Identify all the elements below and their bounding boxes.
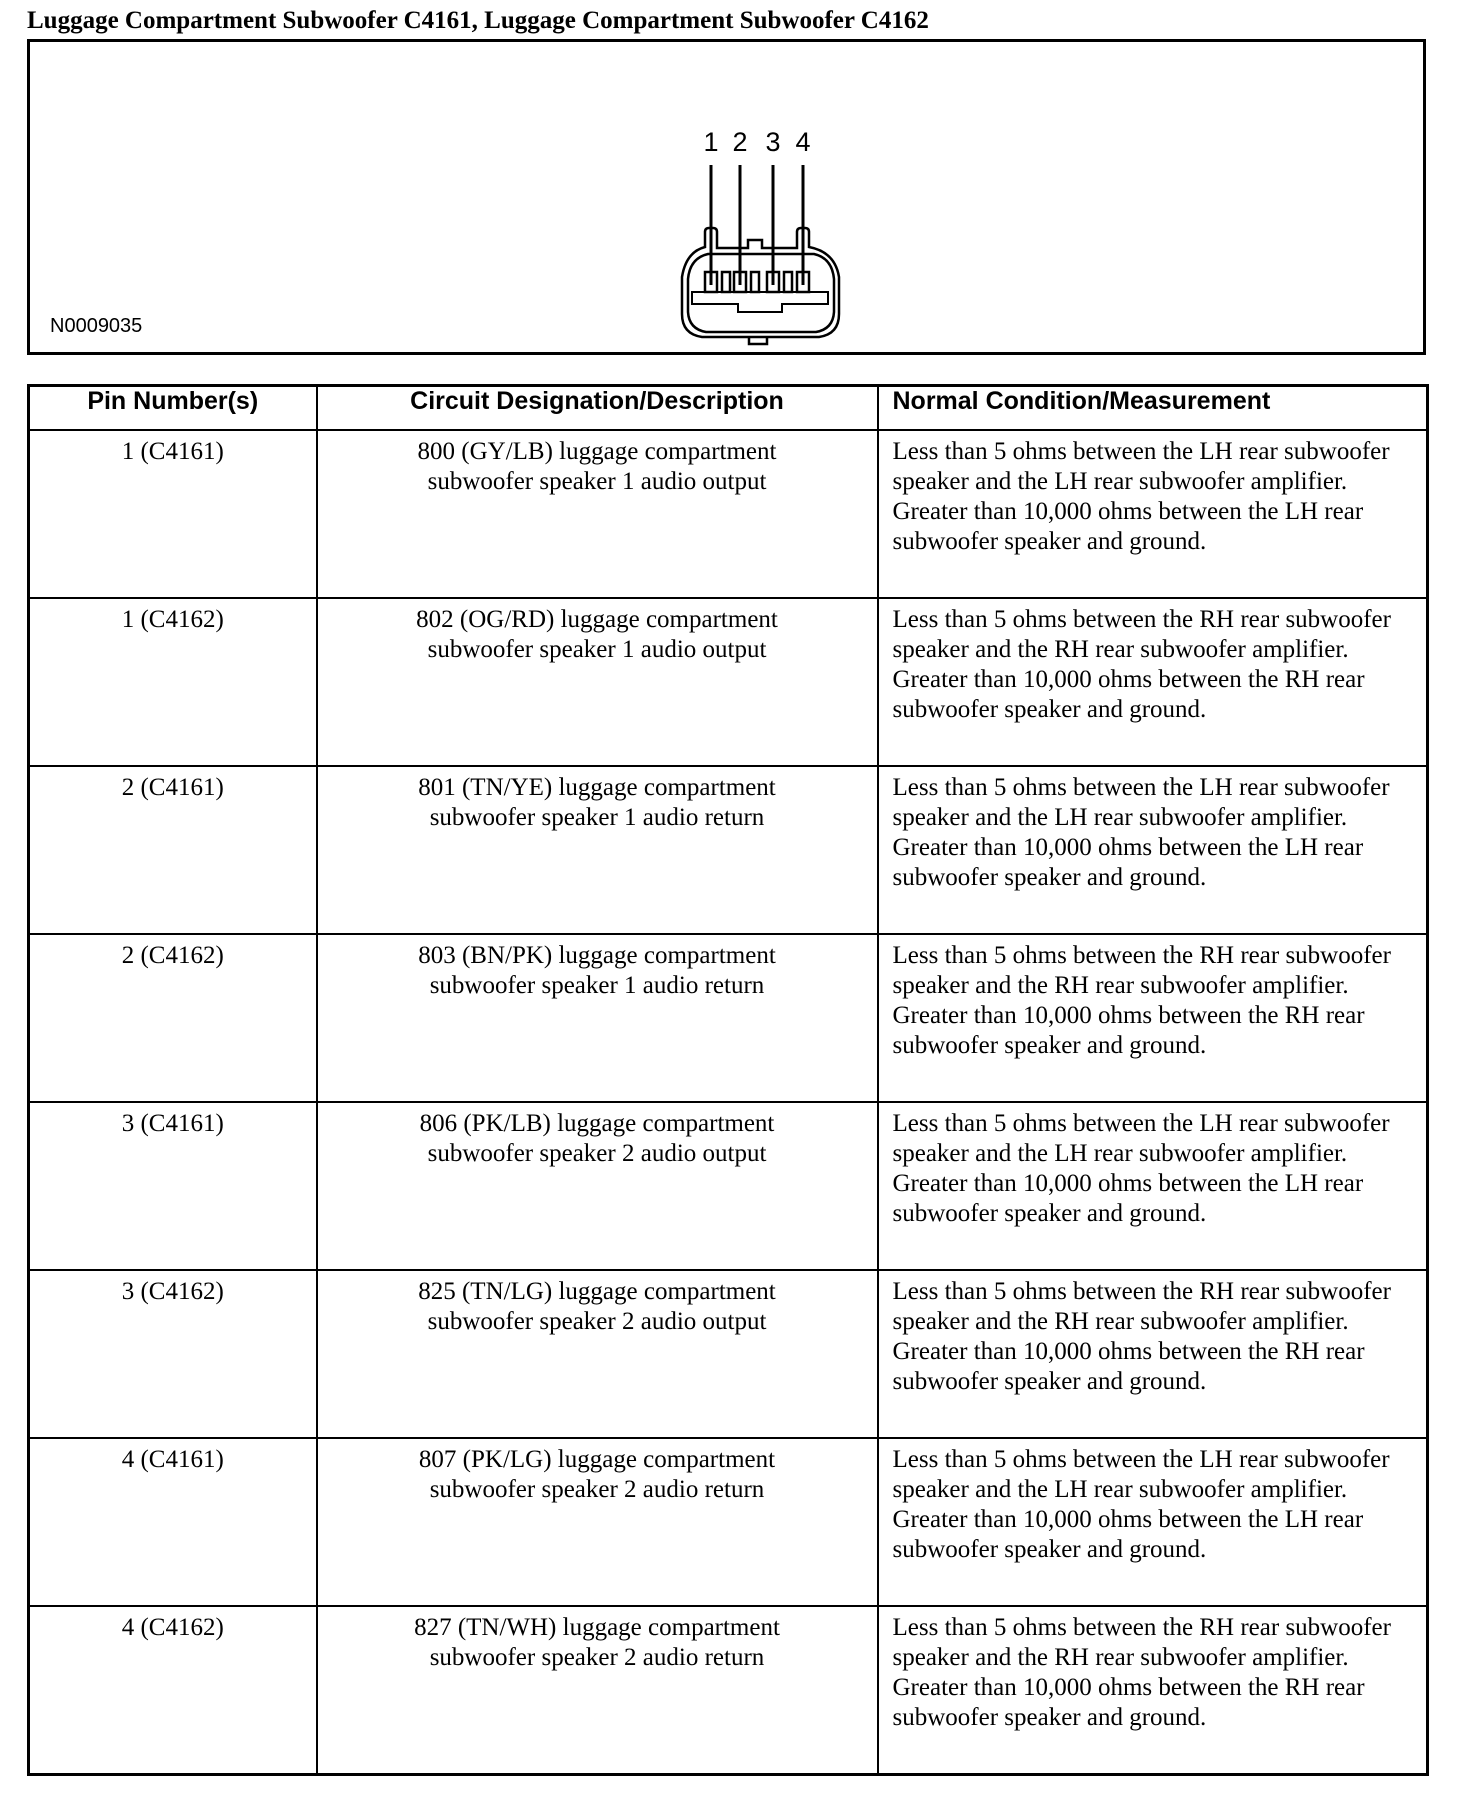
circuit-line: subwoofer speaker 1 audio return [429, 972, 765, 999]
document-title: Luggage Compartment Subwoofer C4161, Luggage Compartment Subwoofer C4162 [27, 7, 929, 34]
circuit-line: 827 (TN/WH) luggage compartment [414, 1614, 780, 1641]
circuit-cell [317, 598, 878, 766]
circuit-line: 801 (TN/YE) luggage compartment [418, 774, 776, 801]
circuit-cell [317, 766, 878, 934]
circuit-line: subwoofer speaker 1 audio return [429, 804, 765, 831]
pin-label-1: 1 [703, 127, 719, 157]
connector-housing [682, 228, 839, 344]
condition-cell: Less than 5 ohms between the RH rear subwoofer speaker and the RH rear subwoofer amplifier. Greater than 10,000 ohms between the RH rear subwoofer speaker and ground. [878, 1270, 1428, 1438]
table-header-row [29, 386, 1428, 431]
circuit-line: 800 (GY/LB) luggage compartment [417, 438, 777, 465]
connector-figure [27, 39, 1426, 355]
circuit-line: subwoofer speaker 2 audio return [429, 1476, 765, 1503]
pin-cell: 3 (C4161) [29, 1102, 317, 1270]
circuit-cell [317, 1438, 878, 1606]
circuit-line: subwoofer speaker 2 audio output [427, 1308, 767, 1335]
circuit-line: 802 (OG/RD) luggage compartment [416, 606, 778, 633]
condition-cell: Less than 5 ohms between the RH rear subwoofer speaker and the RH rear subwoofer amplifier. Greater than 10,000 ohms between the RH rear subwoofer speaker and ground. [878, 1606, 1428, 1775]
circuit-cell [317, 934, 878, 1102]
table-row [29, 1606, 1428, 1775]
pin-label-4: 4 [795, 127, 811, 157]
circuit-cell [317, 430, 878, 598]
header-condition: Normal Condition/Measurement [878, 386, 1428, 431]
circuit-cell [317, 1270, 878, 1438]
pin-label-3: 3 [765, 127, 781, 157]
table-row [29, 1438, 1428, 1606]
pin-cell: 2 (C4162) [29, 934, 317, 1102]
pin-table [27, 384, 1429, 1776]
table-row [29, 598, 1428, 766]
circuit-line: 825 (TN/LG) luggage compartment [418, 1278, 776, 1305]
header-circuit: Circuit Designation/Description [317, 386, 878, 431]
pin-cell: 4 (C4162) [29, 1606, 317, 1775]
condition-cell: Less than 5 ohms between the RH rear subwoofer speaker and the RH rear subwoofer amplifier. Greater than 10,000 ohms between the RH rear subwoofer speaker and ground. [878, 934, 1428, 1102]
circuit-line: subwoofer speaker 2 audio output [427, 1140, 767, 1167]
figure-id: N0009035 [50, 315, 143, 337]
condition-cell: Less than 5 ohms between the LH rear subwoofer speaker and the LH rear subwoofer amplifier. Greater than 10,000 ohms between the LH rear subwoofer speaker and ground. [878, 430, 1428, 598]
table-row [29, 766, 1428, 934]
pin-cell: 4 (C4161) [29, 1438, 317, 1606]
condition-cell: Less than 5 ohms between the LH rear subwoofer speaker and the LH rear subwoofer amplifier. Greater than 10,000 ohms between the LH rear subwoofer speaker and ground. [878, 1102, 1428, 1270]
header-pin: Pin Number(s) [29, 386, 317, 431]
leader-lines [711, 165, 803, 285]
condition-cell: Less than 5 ohms between the LH rear subwoofer speaker and the LH rear subwoofer amplifier. Greater than 10,000 ohms between the LH rear subwoofer speaker and ground. [878, 1438, 1428, 1606]
table-row [29, 934, 1428, 1102]
condition-cell: Less than 5 ohms between the LH rear subwoofer speaker and the LH rear subwoofer amplifier. Greater than 10,000 ohms between the LH rear subwoofer speaker and ground. [878, 766, 1428, 934]
circuit-cell [317, 1606, 878, 1775]
circuit-line: 807 (PK/LG) luggage compartment [418, 1446, 776, 1473]
circuit-cell [317, 1102, 878, 1270]
pin-cell: 2 (C4161) [29, 766, 317, 934]
condition-cell: Less than 5 ohms between the RH rear subwoofer speaker and the RH rear subwoofer amplifier. Greater than 10,000 ohms between the RH rear subwoofer speaker and ground. [878, 598, 1428, 766]
circuit-line: subwoofer speaker 1 audio output [427, 468, 767, 495]
pin-cell: 1 (C4162) [29, 598, 317, 766]
pin-cell: 1 (C4161) [29, 430, 317, 598]
pin-cell: 3 (C4162) [29, 1270, 317, 1438]
table-row [29, 1270, 1428, 1438]
circuit-line: 806 (PK/LB) luggage compartment [419, 1110, 775, 1137]
pin-label-2: 2 [732, 127, 748, 157]
circuit-line: 803 (BN/PK) luggage compartment [418, 942, 776, 969]
table-row [29, 1102, 1428, 1270]
circuit-line: subwoofer speaker 1 audio output [427, 636, 767, 663]
table-row [29, 430, 1428, 598]
connector-face-diagram [640, 82, 880, 352]
circuit-line: subwoofer speaker 2 audio return [429, 1644, 765, 1671]
